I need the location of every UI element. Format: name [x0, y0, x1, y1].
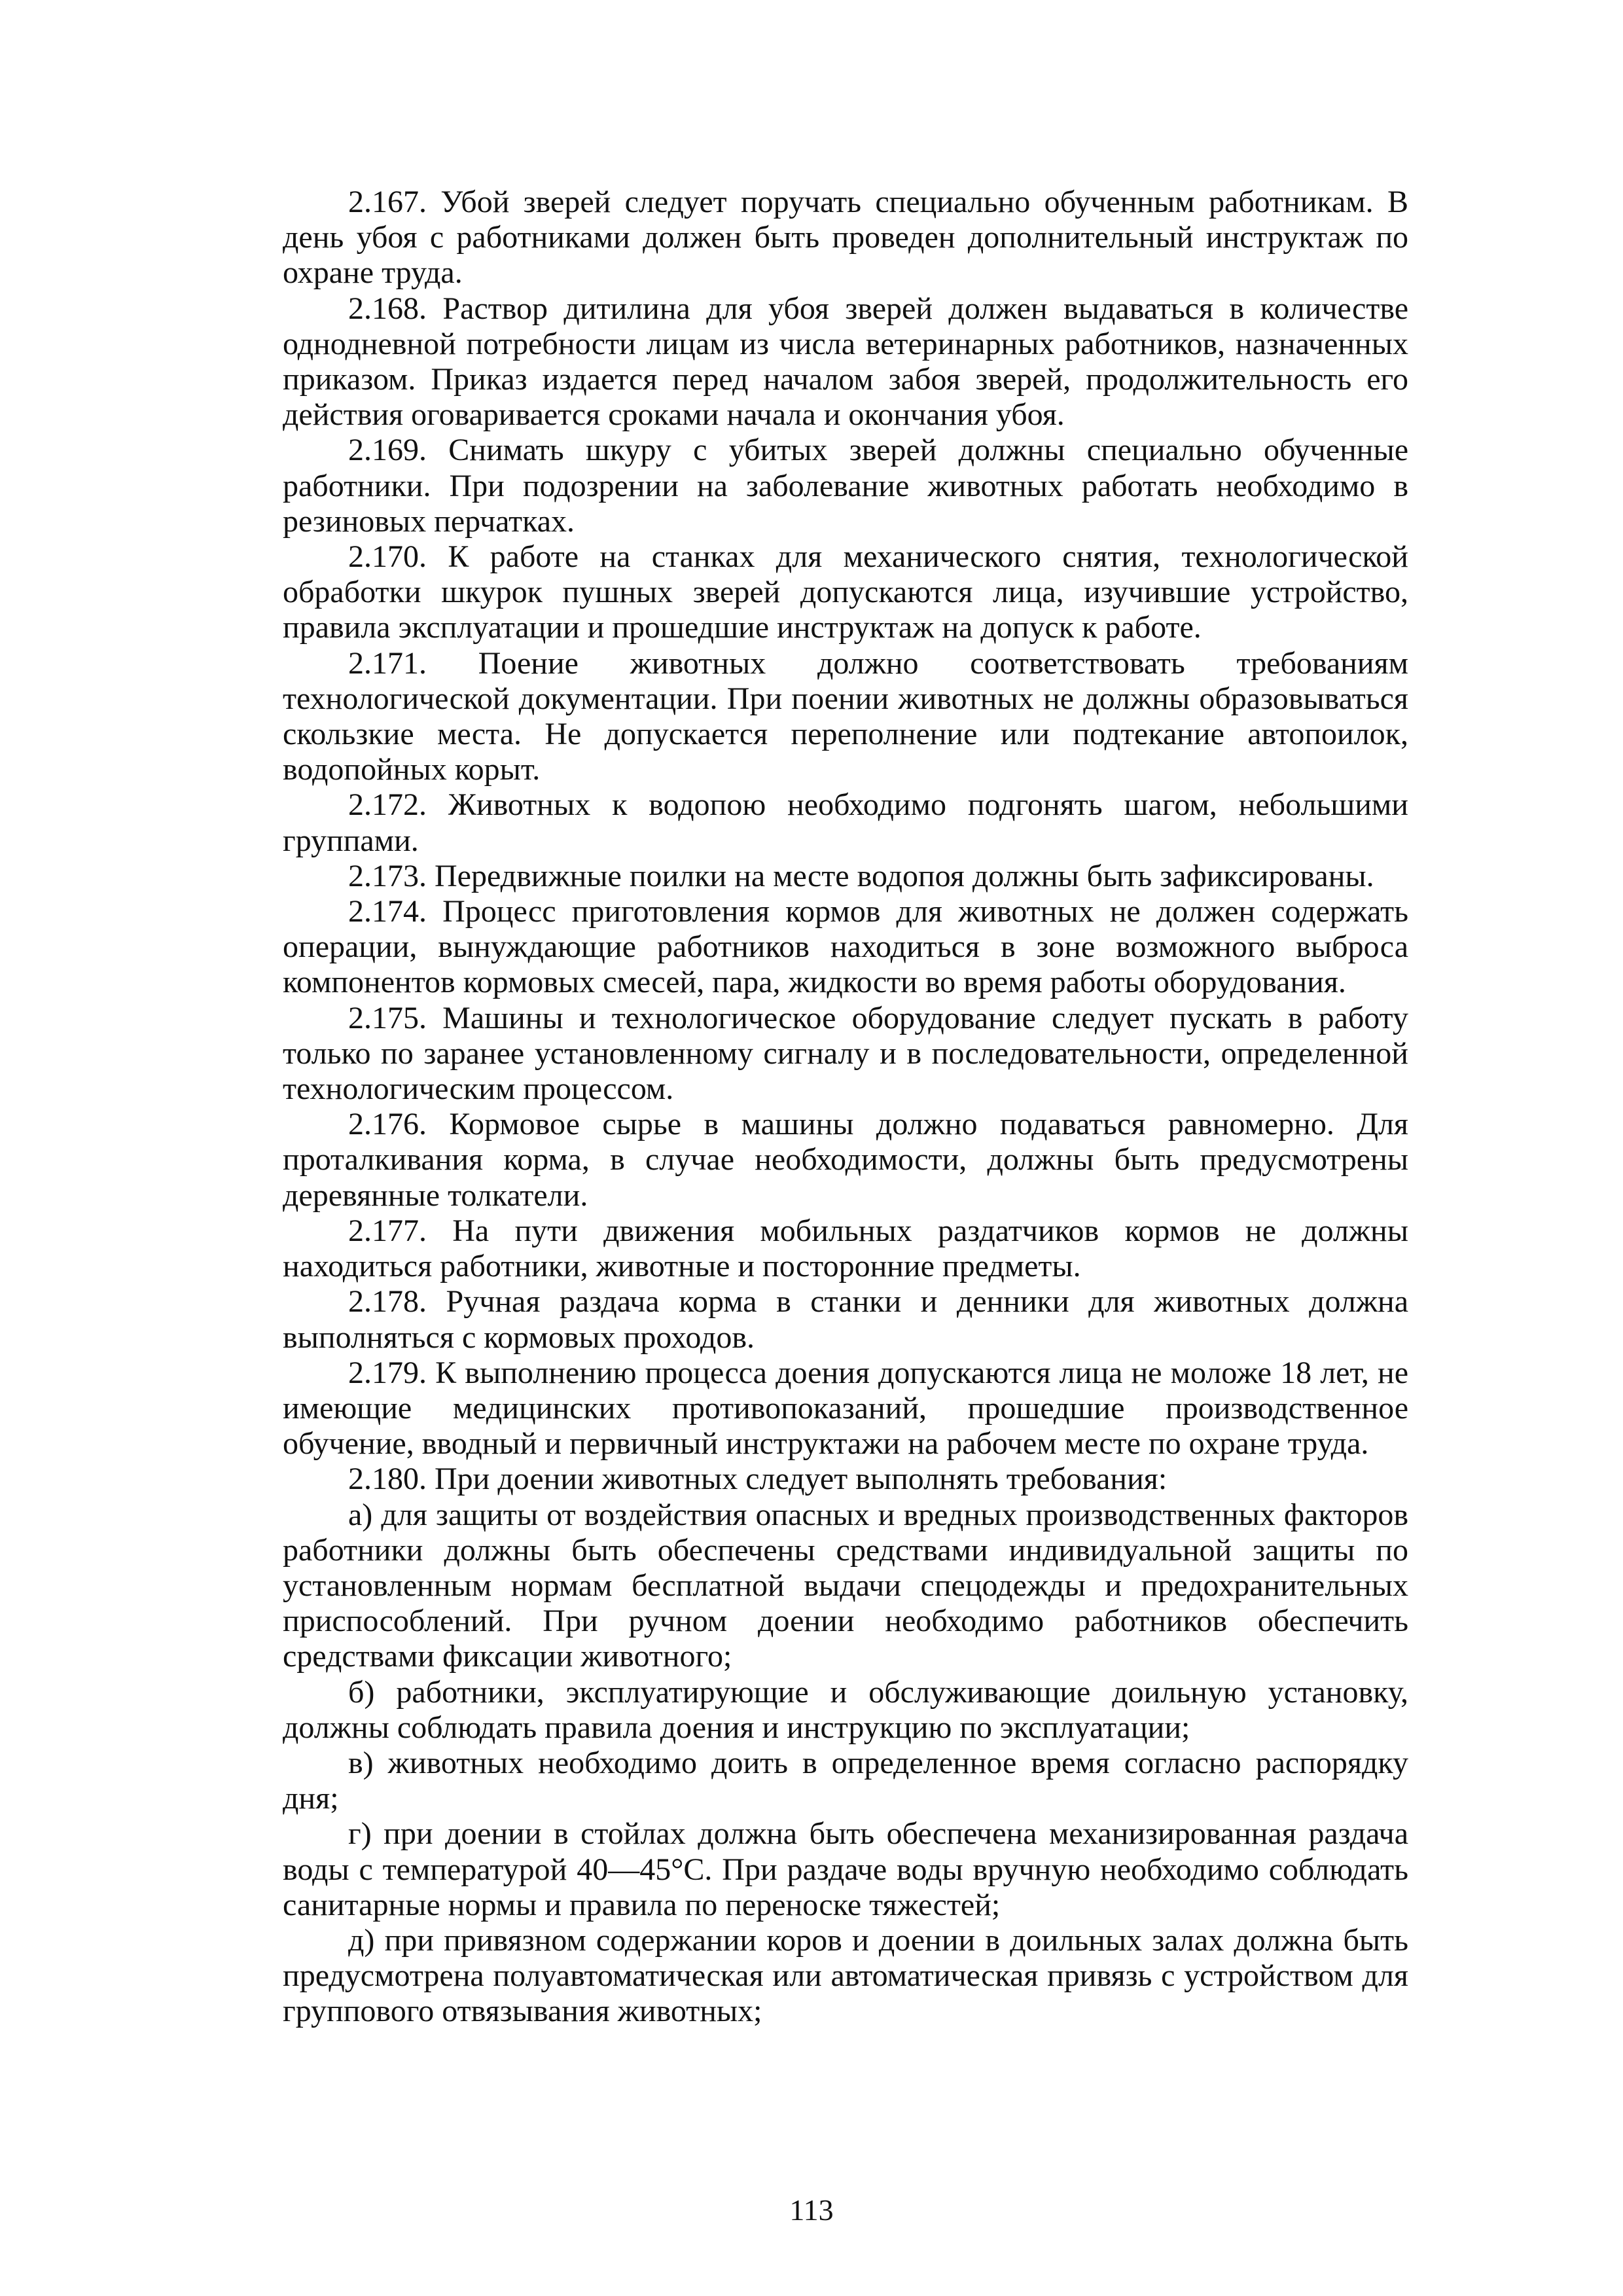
page-number: 113 — [789, 2193, 834, 2227]
paragraph-2-174: 2.174. Процесс приготовления кормов для животных не должен содержать операции, вынуждающие работников находиться в зоне возможного выброса компонентов кормовых смесей, пара, жидкости во время работы оборудования. — [283, 894, 1408, 1000]
paragraph-2-175: 2.175. Машины и технологическое оборудование следует пускать в работу только по заранее установленному сигналу и в последовательности, определенной технологическим процессом. — [283, 1000, 1408, 1107]
paragraph-2-177: 2.177. На пути движения мобильных раздатчиков кормов не должны находиться работники, животные и посторонние предметы. — [283, 1213, 1408, 1284]
paragraph-2-173: 2.173. Передвижные поилки на месте водопоя должны быть зафиксированы. — [348, 858, 1374, 893]
paragraph-2-167: 2.167. Убой зверей следует поручать специально обученным работникам. В день убоя с работниками должен быть проведен дополнительный инструктаж по охране труда. — [283, 185, 1408, 291]
document-body — [283, 185, 1408, 2030]
list-item-d: д) при привязном содержании коров и доении в доильных залах должна быть предусмотрена полуавтоматическая или автоматическая привязь с устройством для группового отвязывания животных; — [283, 1922, 1408, 2029]
paragraph-2-168: 2.168. Раствор дитилина для убоя зверей должен выдаваться в количестве однодневной потребности лицам из числа ветеринарных работников, назначенных приказом. Приказ издается перед началом забоя зверей, продолжительность его действия оговаривается сроками начала и окончания убоя. — [283, 291, 1408, 433]
list-item-g: г) при доении в стойлах должна быть обеспечена механизированная раздача воды с температурой 40—45°С. При раздаче воды вручную необходимо соблюдать санитарные нормы и правила по переноске тяжестей; — [283, 1816, 1408, 1922]
list-item-a: а) для защиты от воздействия опасных и вредных производственных факторов работники должны быть обеспечены средствами индивидуальной защиты по установленным нормам бесплатной выдачи спецодежды и предохранительных приспособлений. При ручном доении необходимо работников обеспечить средствами фиксации животного; — [283, 1497, 1408, 1674]
paragraph-2-180: 2.180. При доении животных следует выполнять требования: — [348, 1462, 1168, 1497]
paragraph-2-178: 2.178. Ручная раздача корма в станки и денники для животных должна выполняться с кормовых проходов. — [283, 1284, 1408, 1355]
paragraph-2-170: 2.170. К работе на станках для механического снятия, технологической обработки шкурок пушных зверей допускаются лица, изучившие устройство, правила эксплуатации и прошедшие инструктаж на допуск к работе. — [283, 539, 1408, 645]
paragraph-2-171: 2.171. Поение животных должно соответствовать требованиям технологической документации. При поении животных не должны образовываться скользкие места. Не допускается переполнение или подтекание автопоилок, водопойных корыт. — [283, 645, 1408, 787]
paragraph-2-169: 2.169. Снимать шкуру с убитых зверей должны специально обученные работники. При подозрении на заболевание животных работать необходимо в резиновых перчатках. — [283, 433, 1408, 539]
list-item-b: б) работники, эксплуатирующие и обслуживающие доильную установку, должны соблюдать правила доения и инструкцию по эксплуатации; — [283, 1674, 1408, 1745]
paragraph-2-172: 2.172. Животных к водопою необходимо подгонять шагом, небольшими группами. — [283, 787, 1408, 858]
paragraph-2-176: 2.176. Кормовое сырье в машины должно подаваться равномерно. Для проталкивания корма, в случае необходимости, должны быть предусмотрены деревянные толкатели. — [283, 1107, 1408, 1213]
paragraph-2-179: 2.179. К выполнению процесса доения допускаются лица не моложе 18 лет, не имеющие медицинских противопоказаний, прошедшие производственное обучение, вводный и первичный инструктажи на рабочем месте по охране труда. — [283, 1355, 1408, 1462]
list-item-v: в) животных необходимо доить в определенное время согласно распорядку дня; — [283, 1745, 1408, 1816]
